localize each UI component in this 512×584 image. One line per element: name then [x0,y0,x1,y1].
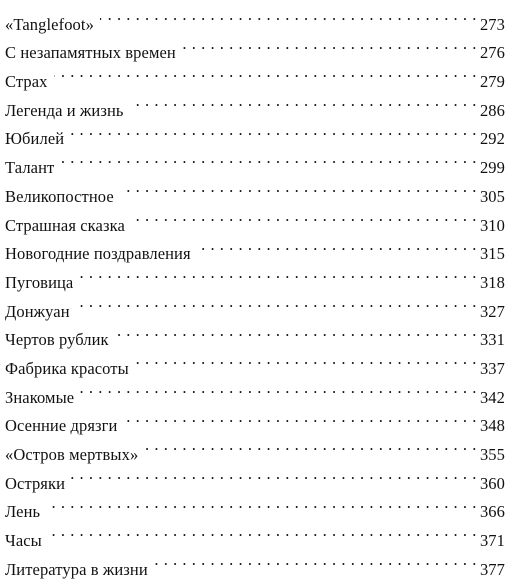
toc-entry[interactable] [5,173,505,206]
toc-entry[interactable] [5,403,505,436]
toc-entry-page-number: 355 [479,445,505,464]
dot-leader [71,460,477,489]
toc-entry-page-number: 377 [479,559,505,579]
dot-leader [197,231,477,260]
toc-entry-page-number: 331 [479,330,505,350]
toc-entry-page-number: 305 [479,186,505,206]
dot-leader [54,58,477,87]
toc-entry-page-number: 286 [479,100,505,120]
toc-entry-page-number: 337 [479,358,505,378]
toc-entry-page-number: 327 [479,301,505,321]
toc-entry[interactable] [5,546,505,579]
toc-entry-title: «Tanglefoot» [5,14,94,34]
toc-entry-page-number: 348 [479,416,505,436]
dot-leader [80,374,477,403]
toc-entry-page-number: 279 [479,72,505,92]
dot-leader [115,317,477,346]
toc-entry-title: Фабрика красоты [5,358,129,378]
toc-entry-title: Осенние дрязги [5,416,118,436]
toc-entry-title: Великопостное [5,186,114,206]
toc-entry-page-number: 342 [479,387,505,407]
dot-leader [70,116,477,145]
dot-leader [79,259,477,288]
toc-entry-page-number: 366 [479,502,505,522]
toc-entry-page-number: 299 [479,158,505,178]
toc-entry-page-number: 315 [479,244,505,264]
toc-entry-title: С незапамятных времен [5,43,176,63]
dot-leader [154,546,477,575]
toc-entry-title: Чертов рублик [5,330,109,350]
dot-leader [60,144,477,173]
dot-leader [182,30,477,59]
toc-entry[interactable] [5,374,505,407]
dot-leader [46,489,477,518]
toc-entry-title: Литература в жизни [5,559,148,579]
toc-entry[interactable] [5,460,505,493]
toc-entry-title: Пуговица [5,272,74,292]
dot-leader [144,431,477,460]
toc-entry[interactable] [5,259,505,292]
toc-entry-page-number: 318 [479,272,505,292]
toc-entry[interactable] [5,144,505,178]
toc-entry-title: Новогодние поздравления [5,244,191,264]
dot-leader [130,87,477,116]
toc-entry-page-number: 276 [479,43,505,63]
toc-entry-page-number: 371 [479,531,505,551]
toc-entry-title: Талант [5,158,55,178]
toc-entry-title: Остряки [5,473,66,493]
toc-entry-page-number: 292 [479,129,505,149]
toc-entry[interactable] [5,116,505,149]
toc-entry-page-number: 273 [479,14,505,34]
toc-entry-title: Лень [5,502,41,522]
toc-entry[interactable] [5,58,505,92]
table-of-contents [5,1,505,579]
toc-entry-page-number: 310 [479,215,505,235]
toc-entry-page-number: 360 [479,473,505,493]
dot-leader [135,345,477,374]
toc-entry-title: Донжуан [5,301,70,321]
dot-leader [123,403,476,432]
dot-leader [131,202,477,231]
toc-entry-title: «Остров мертвых» [5,445,139,464]
dot-leader [100,1,477,30]
toc-entry[interactable] [5,87,505,120]
toc-entry-title: Часы [5,531,42,551]
dot-leader [120,173,477,202]
toc-entry-title: Страх [5,72,48,92]
toc-entry-title: Страшная сказка [5,215,125,235]
toc-entry-title: Легенда и жизнь [5,100,124,120]
toc-entry-title: Юбилей [5,129,65,149]
dot-leader [76,288,477,317]
toc-entry[interactable] [5,517,505,551]
toc-entry[interactable] [5,288,505,321]
dot-leader [48,517,477,546]
toc-entry[interactable] [5,489,505,522]
toc-entry[interactable] [5,317,505,350]
toc-entry[interactable] [5,1,505,34]
toc-entry-title: Знакомые [5,387,75,407]
